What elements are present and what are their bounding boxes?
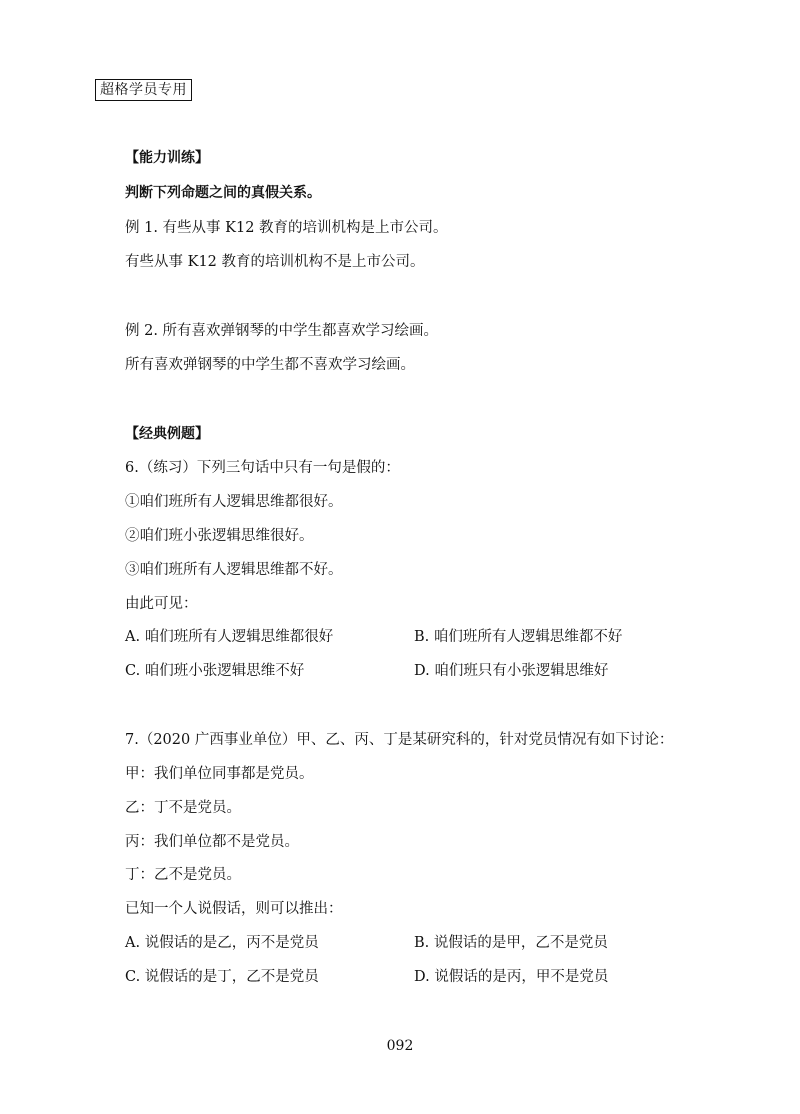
q6-statement-1: ①咱们班所有人逻辑思维都很好。 [125,494,343,510]
example-1-line-2: 有些从事 K12 教育的培训机构不是上市公司。 [125,254,425,270]
q7-statement-jia: 甲：我们单位同事都是党员。 [125,766,314,782]
q6-option-d: D. 咱们班只有小张逻辑思维好 [414,663,609,679]
example-2-line-1: 例 2. 所有喜欢弹钢琴的中学生都喜欢学习绘画。 [125,323,439,339]
training-heading: 【能力训练】 [125,150,209,166]
example-2-line-2: 所有喜欢弹钢琴的中学生都不喜欢学习绘画。 [125,357,415,373]
q7-option-b: B. 说假话的是甲，乙不是党员 [414,935,608,951]
q6-stem: 6.（练习）下列三句话中只有一句是假的： [125,460,400,476]
q6-option-c: C. 咱们班小张逻辑思维不好 [125,663,305,679]
q7-stem: 7.（2020 广西事业单位）甲、乙、丙、丁是某研究科的，针对党员情况有如下讨论： [125,732,674,748]
page-number: 092 [386,1038,414,1054]
q6-statement-3: ③咱们班所有人逻辑思维都不好。 [125,562,343,578]
q7-prompt: 已知一个人说假话，则可以推出： [125,901,343,917]
q7-statement-bing: 丙：我们单位都不是党员。 [125,834,299,850]
q7-statement-ding: 丁：乙不是党员。 [125,867,241,883]
q6-option-b: B. 咱们班所有人逻辑思维都不好 [414,629,623,645]
q6-option-a: A. 咱们班所有人逻辑思维都很好 [125,629,334,645]
q6-statement-2: ②咱们班小张逻辑思维很好。 [125,528,314,544]
q7-option-a: A. 说假话的是乙，丙不是党员 [125,935,319,951]
classic-heading: 【经典例题】 [125,426,209,442]
training-instruction: 判断下列命题之间的真假关系。 [125,185,321,201]
q7-option-c: C. 说假话的是丁，乙不是党员 [125,969,319,985]
q6-prompt: 由此可见： [125,596,198,612]
student-only-tag: 超格学员专用 [95,79,192,101]
example-1-line-1: 例 1. 有些从事 K12 教育的培训机构是上市公司。 [125,220,448,236]
q7-statement-yi: 乙：丁不是党员。 [125,800,241,816]
q7-option-d: D. 说假话的是丙，甲不是党员 [414,969,609,985]
